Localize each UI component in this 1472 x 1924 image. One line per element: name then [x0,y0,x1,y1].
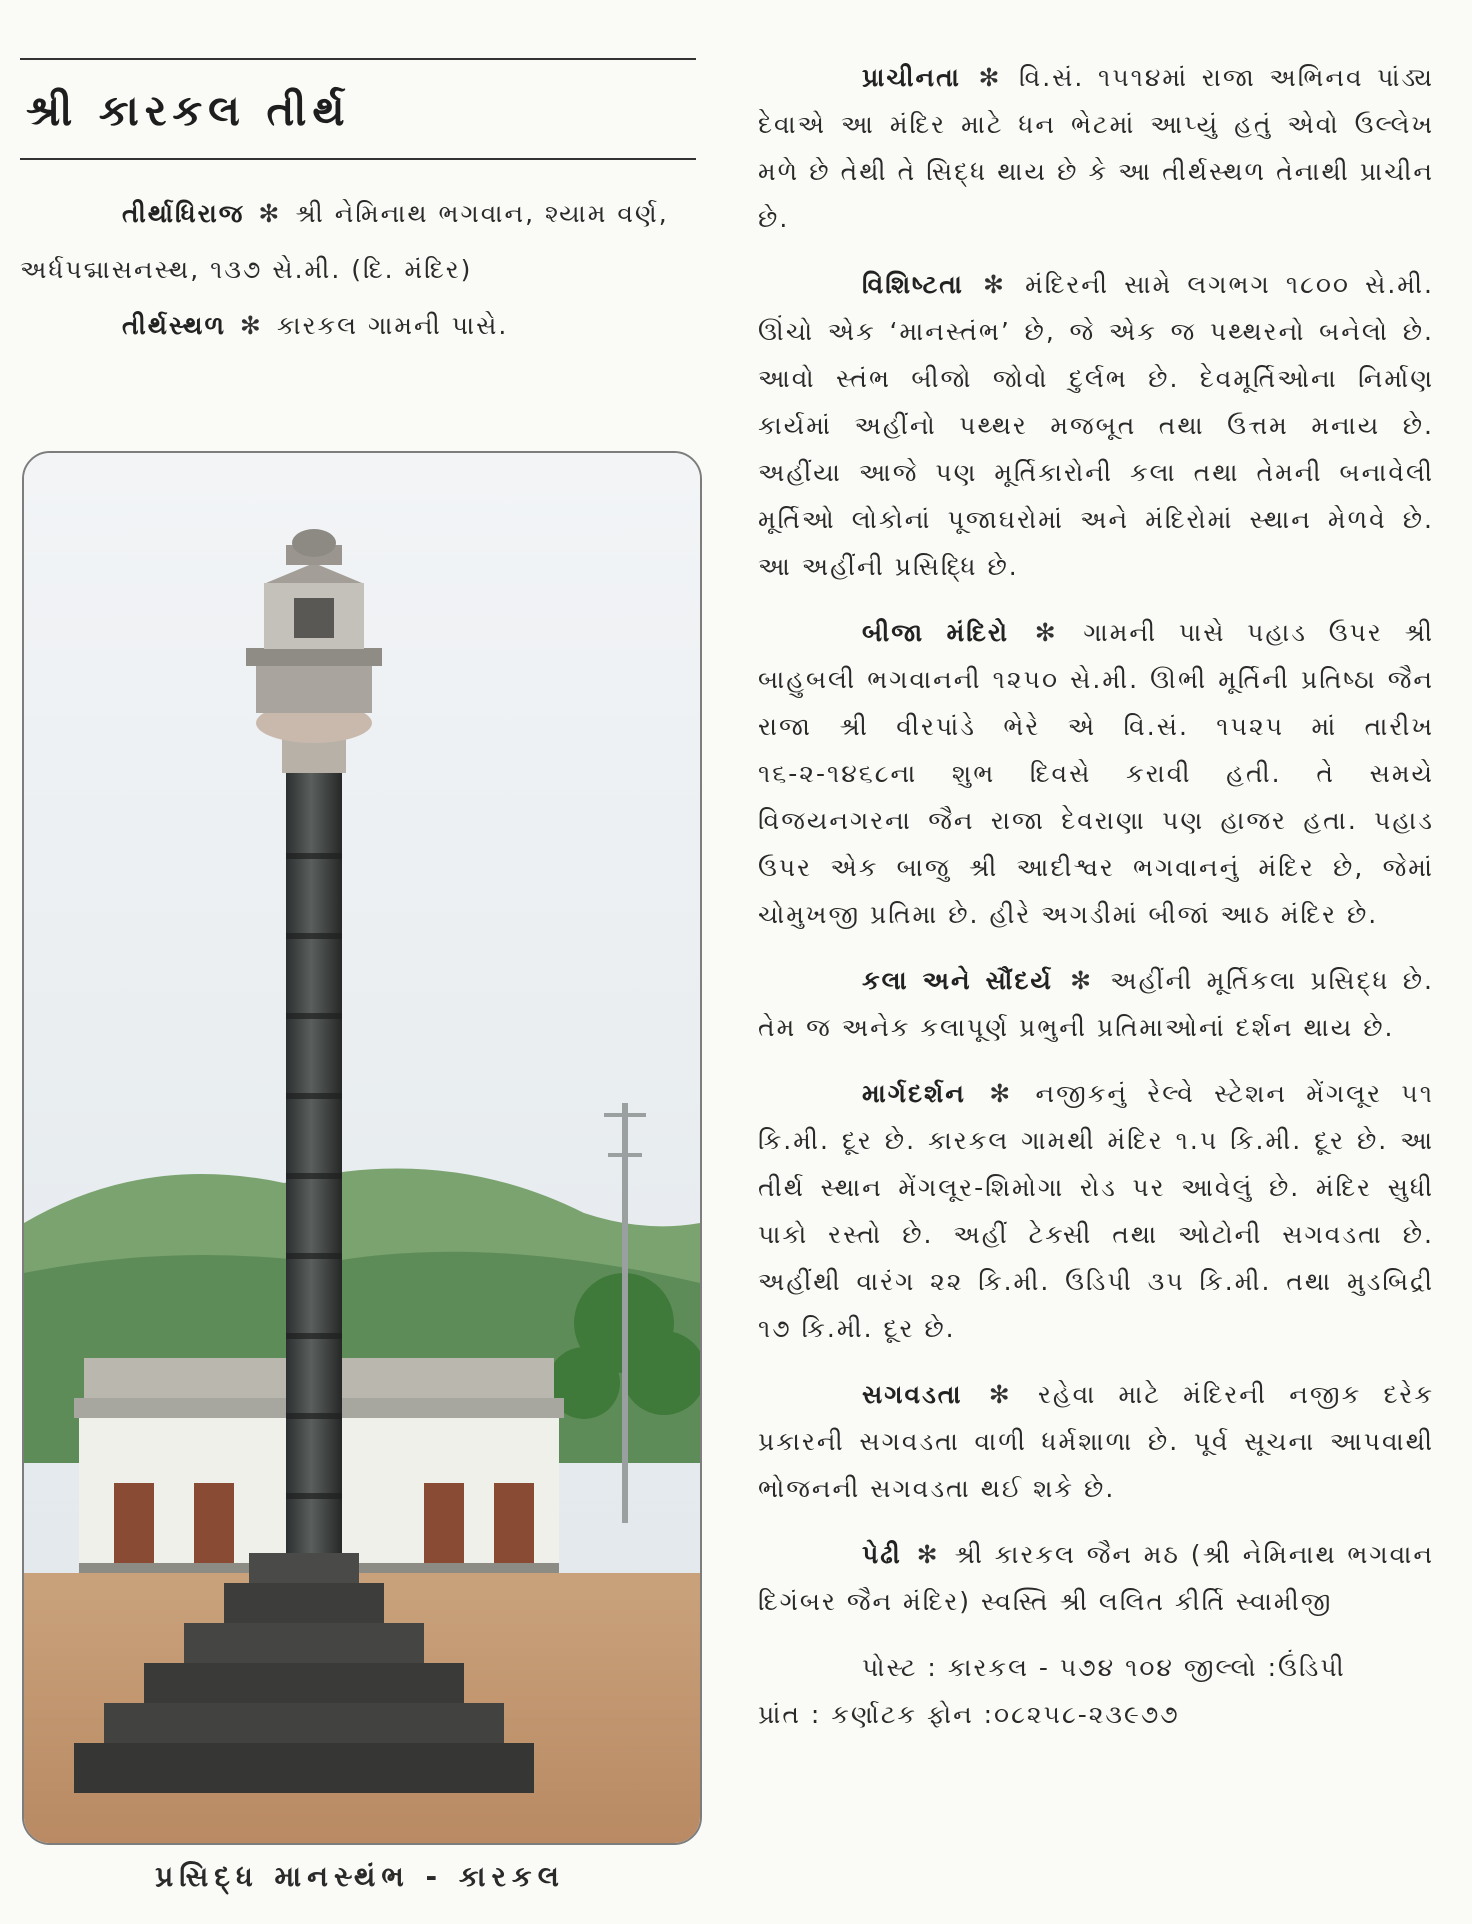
section-label: માર્ગદર્શન [862,1079,966,1108]
address-line-1: પોસ્ટ : કારકલ - ૫૭૪ ૧૦૪ જીલ્લો :ઉંડિપી [862,1653,1346,1682]
section-kala-saundarya [758,957,1434,1051]
star-icon: ✻ [258,199,282,228]
intro-text: કારકલ ગામની પાસે. [276,311,509,340]
section-text: અહીંની મૂર્તિકલા પ્રસિદ્ધ છે. તેમ જ અનેક કલાપૂર્ણ પ્રભુની પ્રતિમાઓનાં દર્શન થાય છે. [758,966,1434,1042]
right-column [758,54,1434,1757]
section-vishishtata [758,261,1434,590]
section-sagavadata [758,1371,1434,1512]
star-icon: ✻ [988,1380,1012,1409]
section-label: વિશિષ્ટતા [862,270,964,299]
star-icon: ✻ [983,270,1006,299]
intro-tirthadhiraj [20,186,696,298]
intro-label: તીર્થસ્થળ [122,311,226,340]
manastambha-illustration [24,453,700,1843]
star-icon: ✻ [239,311,263,340]
star-icon: ✻ [1070,966,1094,995]
star-icon: ✻ [916,1540,940,1569]
left-column [20,58,696,354]
section-text: ગામની પાસે પહાડ ઉપર શ્રી બાહુબલી ભગવાનની ૧૨૫૦ સે.મી. ઊભી મૂર્તિની પ્રતિષ્ઠા જૈન રાજા શ્રી વીરપાંડે ભેરે એ વિ.સં. ૧૫૨૫ માં તારીખ ૧૬-૨-૧૪૬૮ના શુભ દિવસે કરાવી હતી. તે સમયે વિજયનગરના જૈન રાજા દેવરાણા પણ હાજર હતા. પહાડ ઉપર એક બાજુ શ્રી આદીશ્વર ભગવાનનું મંદિર છે, જેમાં ચોમુખજી પ્રતિમા છે. હીરે અગડીમાં બીજાં આઠ મંદિર છે. [758,618,1434,929]
photo-caption: પ્રસિદ્ધ માનસ્થંભ - કારકલ [155,1860,565,1893]
section-prachinta [758,54,1434,242]
section-label: પ્રાચીનતા [862,63,961,92]
section-label: બીજા મંદિરો [862,618,1010,647]
page-title: શ્રી કારકલ તીર્થ [26,86,351,135]
title-bottom-rule [20,158,696,160]
section-text: રહેવા માટે મંદિરની નજીક દરેક પ્રકારની સગવડતા વાળી ધર્મશાળા છે. પૂર્વ સૂચના આપવાથી ભોજનની સગવડતા થઈ શકે છે. [758,1380,1435,1503]
section-margdarshan [758,1070,1434,1352]
intro-tirthsthal [20,298,696,354]
title-top-rule [20,58,696,60]
section-text: મંદિરની સામે લગભગ ૧૮૦૦ સે.મી. ઊંચો એક ‘માનસ્તંભ’ છે, જે એક જ પથ્થરનો બનેલો છે. આવો સ્તંભ બીજો જોવો દુર્લભ છે. દેવમૂર્તિઓના નિર્માણ કાર્યમાં અહીંનો પથ્થર મજબૂત તથા ઉત્તમ મનાય છે. અહીંયા આજે પણ મૂર્તિકારોની કલા તથા તેમની બનાવેલી મૂર્તિઓ લોકોનાં પૂજાઘરોમાં અને મંદિરોમાં સ્થાન મેળવે છે. આ અહીંની પ્રસિદ્ધિ છે. [758,270,1435,581]
section-bija-mandiro [758,609,1434,938]
intro-block [20,186,696,354]
section-text: શ્રી કારકલ જૈન મઠ (શ્રી નેમિનાથ ભગવાન દિગંબર જૈન મંદિર) સ્વસ્તિ શ્રી લલિત કીર્તિ સ્વામીજી [758,1540,1435,1616]
star-icon: ✻ [978,63,1002,92]
section-label: સગવડતા [862,1380,963,1409]
section-text: વિ.સં. ૧૫૧૪માં રાજા અભિનવ પાંડ્ય દેવાએ આ મંદિર માટે ધન ભેટમાં આપ્યું હતું એવો ઉલ્લેખ મળે છે તેથી તે સિદ્ધ થાય છે કે આ તીર્થસ્થળ તેનાથી પ્રાચીન છે. [758,63,1434,233]
intro-label: તીર્થાધિરાજ [122,199,245,228]
star-icon: ✻ [989,1079,1013,1108]
intro-text: શ્રી નેમિનાથ ભગવાન, શ્યામ વર્ણ, અર્ધપદ્માસનસ્થ, ૧૩૭ સે.મી. (દિ. મંદિર) [20,199,669,284]
section-pedhi [758,1531,1434,1625]
temple-photo [22,451,702,1845]
section-label: કલા અને સૌંદર્ય [862,966,1053,995]
section-label: પેઢી [862,1540,902,1569]
address-line-2: પ્રાંત : કર્ણાટક ફોન :૦૮૨૫૮-૨૩૯૭૭ [758,1700,1180,1729]
section-text: નજીકનું રેલ્વે સ્ટેશન મેંગલૂર ૫૧ કિ.મી. દૂર છે. કારકલ ગામથી મંદિર ૧.૫ કિ.મી. દૂર છે. આ તીર્થ સ્થાન મેંગલૂર-શિમોગા રોડ પર આવેલું છે. મંદિર સુધી પાકો રસ્તો છે. અહીં ટેક્સી તથા ઓટોની સગવડતા છે. અહીંથી વારંગ ૨૨ કિ.મી. ઉડિપી ૩૫ કિ.મી. તથા મુડબિદ્રી ૧૭ કિ.મી. દૂર છે. [758,1079,1434,1343]
star-icon: ✻ [1034,618,1058,647]
